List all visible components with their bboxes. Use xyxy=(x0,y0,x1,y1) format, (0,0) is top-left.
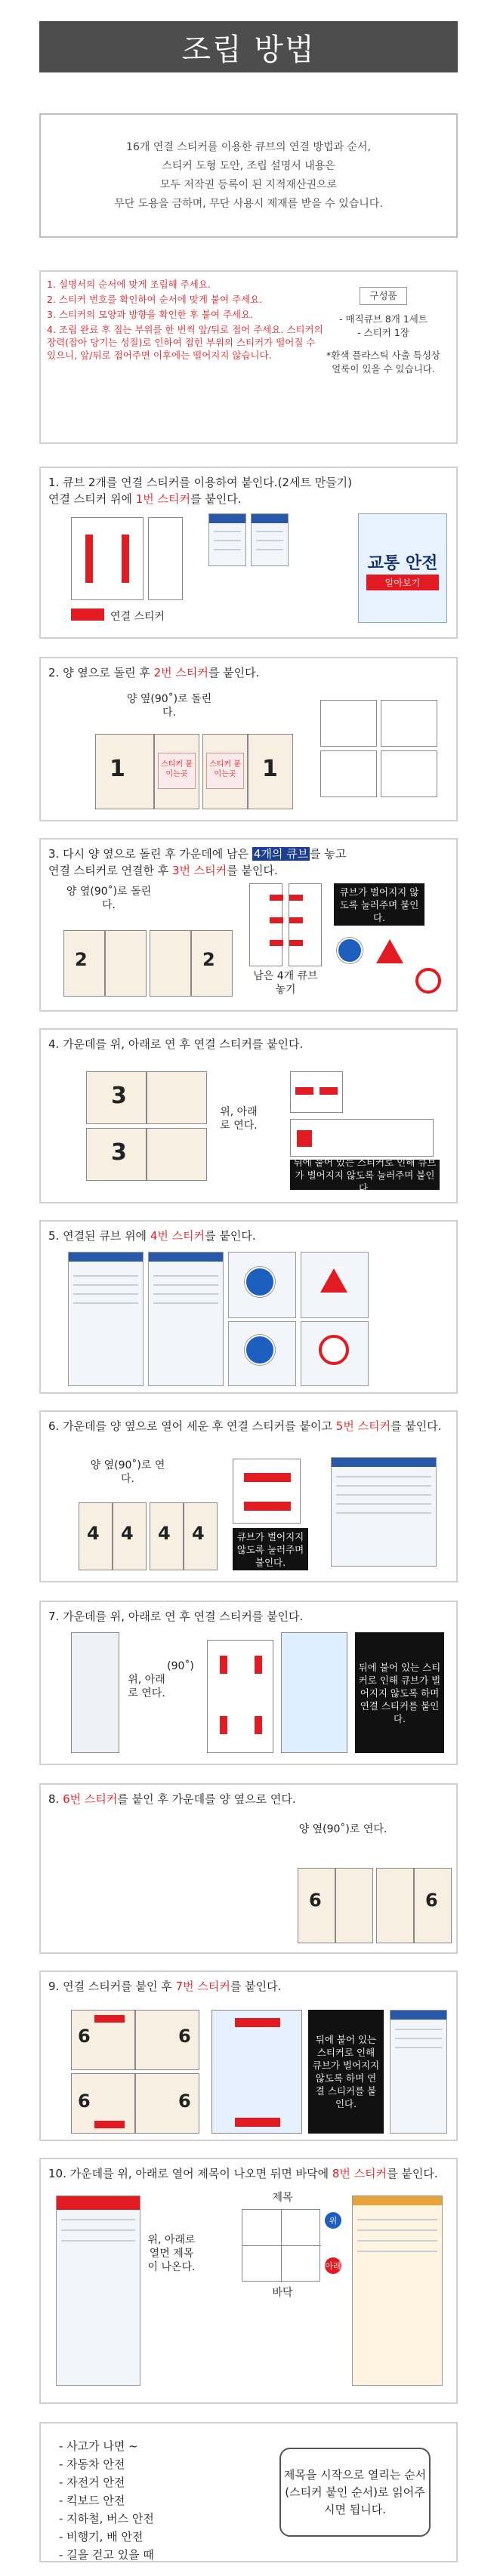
cube-panel: 6 xyxy=(414,1868,452,1943)
angle-label: (90˚) xyxy=(167,1660,194,1672)
step-text: 를 붙인다. xyxy=(390,1419,442,1433)
cube-panel xyxy=(290,1071,343,1113)
sticker-highlight: 5번 스티커 xyxy=(335,1419,391,1433)
cube-panel: 1 xyxy=(95,734,154,809)
cube-panel: 4 xyxy=(113,1502,147,1570)
sticker-spot: 스티커 붙이는곳 xyxy=(158,753,196,789)
sticker-highlight: 4번 스티커 xyxy=(150,1229,205,1243)
sticker-sheet xyxy=(331,1457,437,1567)
down-tag: 아래 xyxy=(325,2257,341,2274)
step-text: 연결 스티커 위에 xyxy=(48,492,136,506)
legend-label: 연결 스티커 xyxy=(110,611,165,623)
step-text: 5. 연결된 큐브 위에 xyxy=(48,1229,150,1243)
notice-line: 스티커 도형 도안, 조립 설명서 내용은 xyxy=(162,159,335,172)
sticker-preview xyxy=(381,750,437,797)
cube-panel xyxy=(147,1128,207,1181)
bicycle-sign-icon xyxy=(245,1335,275,1365)
note-item: 1. 설명서의 순서에 맞게 조립해 주세요. xyxy=(47,279,211,290)
step-5 xyxy=(39,1220,458,1394)
cube-panel: 2 xyxy=(63,930,105,997)
step-text: 연결 스티커로 연결한 후 xyxy=(48,864,172,877)
step-9-title xyxy=(48,1978,449,1995)
cube-panel xyxy=(150,930,191,997)
open-instruction: 위, 아래로 연다. xyxy=(220,1106,258,1132)
step-10-title xyxy=(48,2165,449,2182)
traffic-sign-icon xyxy=(337,938,363,963)
link-sticker xyxy=(122,535,129,583)
step-text: 3. 다시 양 옆으로 돌린 후 가운데에 남은 xyxy=(48,847,252,861)
sticker-highlight: 2번 스티커 xyxy=(153,666,208,679)
sticker-thumb xyxy=(251,513,289,566)
cube-panel xyxy=(154,734,199,809)
sticker-sheet xyxy=(352,2195,443,2386)
cube-panel xyxy=(211,2010,302,2134)
sticker-highlight: 6번 스티커 xyxy=(63,1792,118,1806)
cube-panel: 6 xyxy=(71,2073,135,2134)
cube-panel: 4 xyxy=(79,1502,113,1570)
note-item: 3. 스티커의 모양과 방향을 확인한 후 붙여 주세요. xyxy=(47,309,254,320)
step-text: 9. 연결 스티커를 붙인 후 xyxy=(48,1980,176,1993)
step-text: 를 붙인다. xyxy=(227,864,278,877)
rotate-instruction: 양 옆(90˚)로 돌린다. xyxy=(66,886,152,911)
step-2 xyxy=(39,657,458,821)
cube-panel: 6 xyxy=(298,1868,335,1943)
no-bicycle-sign-icon xyxy=(319,1335,349,1365)
cube-highlight: 4개의 큐브 xyxy=(253,847,309,861)
cube-panel: 4 xyxy=(184,1502,218,1570)
copyright-notice xyxy=(39,113,458,238)
list-item: - 자전거 안전 xyxy=(59,2476,125,2489)
list-item: - 사고가 나면 ~ xyxy=(59,2439,138,2453)
list-item: - 킥보드 안전 xyxy=(59,2494,125,2507)
step-text: 를 놓고 xyxy=(310,847,347,861)
poster-subtitle: 알아보기 xyxy=(366,575,439,590)
step-text: 를 붙인다. xyxy=(190,492,242,506)
step-10 xyxy=(39,2158,458,2404)
title-poster xyxy=(358,513,447,623)
step-1-title xyxy=(48,474,449,507)
step-7 xyxy=(39,1601,458,1765)
press-tip: 뒤에 붙어 있는 스티커로 인해 큐브가 벌어지지 않도록 하며 연결 스티커를 붙인다. xyxy=(308,2010,384,2134)
sticker-sheet xyxy=(148,1252,224,1386)
rotate-instruction: 양 옆(90˚)로 돌린다. xyxy=(126,693,212,719)
step-text: 10. 가운데를 위, 아래로 열어 제목이 나오면 뒤면 바닥에 xyxy=(48,2167,332,2180)
cube-panel xyxy=(202,734,248,809)
step-text: 6. 가운데를 양 옆으로 열어 세운 후 연결 스티커를 붙이고 xyxy=(48,1419,336,1433)
cube-panel xyxy=(71,1632,119,1753)
notice-line: 무단 도용을 금하며, 무단 사용시 제재를 받을 수 있습니다. xyxy=(114,197,383,210)
cube-stack xyxy=(289,883,322,966)
step-8 xyxy=(39,1783,458,1954)
open-instruction: 양 옆(90˚)로 연다. xyxy=(298,1823,387,1835)
link-sticker xyxy=(85,535,93,583)
step-text: 를 붙인다. xyxy=(387,2167,438,2180)
chapter-list xyxy=(59,2437,154,2564)
step-6 xyxy=(39,1410,458,1582)
note-item: 4. 조립 완료 후 접는 부위를 한 번씩 앞/뒤로 접어 주세요. 스티커의 장력(잡아 당기는 성질)로 인하여 접힌 부위의 스티커가 떨어질 수 있으니, 앞/뒤로 접어주면 이후에는 떨어지지 않습니다. xyxy=(47,324,323,361)
top-label: 제목 xyxy=(272,2192,293,2204)
sticker-spot: 스티커 붙이는곳 xyxy=(206,753,244,789)
cube-panel: 4 xyxy=(150,1502,184,1570)
kit-line: - 매직큐브 8개 1세트 xyxy=(339,313,428,325)
warning-sign-icon xyxy=(376,938,403,963)
reading-hint: 제목을 시작으로 열리는 순서 (스티커 붙인 순서)로 읽어주시면 됩니다. xyxy=(279,2448,431,2537)
notice-line: 16개 연결 스티커를 이용한 큐브의 연결 방법과 순서, xyxy=(126,140,371,153)
list-item: - 지하철, 버스 안전 xyxy=(59,2512,154,2525)
sticker-preview xyxy=(381,700,437,747)
crosswalk-sign-icon xyxy=(320,1267,347,1293)
cube-panel xyxy=(290,1119,434,1157)
open-instruction: 위, 아래로 연다. xyxy=(128,1674,165,1699)
open-instruction: 위, 아래로 열면 제목이 나온다. xyxy=(147,2234,196,2273)
sticker-highlight: 8번 스티커 xyxy=(332,2167,387,2180)
step-text: 를 붙인다. xyxy=(205,1229,256,1243)
notes-box xyxy=(39,270,458,444)
step-7-title: 7. 가운데를 위, 아래로 연 후 연결 스티커를 붙인다. xyxy=(48,1610,304,1623)
kit-label: 구성품 xyxy=(360,287,406,305)
open-instruction: 양 옆(90˚)로 연다. xyxy=(90,1459,165,1485)
cube-panel: 2 xyxy=(191,930,233,997)
sticker-highlight: 3번 스티커 xyxy=(171,864,227,877)
cube-panel xyxy=(71,517,144,600)
page-title: 조립 방법 xyxy=(39,21,458,72)
step-3-title xyxy=(48,846,449,879)
cube-panel: 1 xyxy=(248,734,293,809)
press-tip: 큐브가 벌어지지 않도록 눌러주며 붙인다. xyxy=(334,883,424,926)
step-5-title xyxy=(48,1228,449,1244)
cube-panel xyxy=(105,930,147,997)
kit-note: *환색 플라스틱 사출 특성상 얼룩이 있을 수 있습니다. xyxy=(326,350,440,374)
kit-contents xyxy=(321,287,446,376)
cube-panel: 6 xyxy=(71,2010,135,2070)
note-item: 2. 스티커 번호를 확인하여 순서에 맞게 붙여 주세요. xyxy=(47,294,263,305)
cube-panel xyxy=(281,1632,347,1753)
sticker-sheet xyxy=(390,2010,447,2134)
cube-panel xyxy=(147,1071,207,1124)
reading-order-box xyxy=(39,2422,458,2562)
sticker-highlight: 1번 스티커 xyxy=(135,492,191,506)
step-1 xyxy=(39,467,458,639)
press-tip: 뒤에 붙어 있는 스티커로 인해 큐브가 벌어지지 않도록 하며 연결 스티커를 붙인다. xyxy=(355,1632,444,1753)
poster-title: 교통 안전 xyxy=(367,554,438,573)
list-item: - 비행기, 배 안전 xyxy=(59,2530,144,2544)
step-4-title: 4. 가운데를 위, 아래로 연 후 연결 스티커를 붙인다. xyxy=(48,1037,304,1051)
sticker-sheet xyxy=(68,1252,144,1386)
sticker-preview xyxy=(320,700,377,747)
cube-panel xyxy=(335,1868,373,1943)
step-6-title xyxy=(48,1418,449,1434)
step-text: 를 붙인다. xyxy=(230,1980,282,1993)
cube-panel: 6 xyxy=(135,2073,199,2134)
step-3 xyxy=(39,838,458,1012)
list-item: - 자동차 안전 xyxy=(59,2457,125,2471)
place-instruction: 남은 4개 큐브 놓기 xyxy=(253,970,318,996)
assembly-notes xyxy=(47,278,326,364)
sticker-thumb xyxy=(208,513,246,566)
step-text: 1. 큐브 2개를 연결 스티커를 이용하여 붙인다.(2세트 만들기) xyxy=(48,476,353,489)
step-4 xyxy=(39,1028,458,1203)
pedestrian-sign-icon xyxy=(245,1267,275,1297)
press-tip: 뒤에 붙어 있는 스티커로 인해 큐브가 벌어지지 않도록 눌러주며 붙인다. xyxy=(290,1160,440,1190)
cube-panel: 3 xyxy=(86,1128,147,1181)
step-text: 를 붙인다. xyxy=(208,666,260,679)
sticker-preview xyxy=(320,750,377,797)
link-sticker-legend-icon xyxy=(71,609,104,621)
notice-line: 모두 저작권 등록이 된 지적재산권으로 xyxy=(159,178,338,191)
step-text: 8. xyxy=(48,1792,63,1806)
kit-line: - 스티커 1장 xyxy=(357,327,409,338)
no-entry-sign-icon xyxy=(415,968,441,994)
cube-panel: 6 xyxy=(135,2010,199,2070)
cube-stack xyxy=(249,883,282,966)
cube-panel xyxy=(207,1640,273,1753)
list-item: - 길을 걷고 있을 때 xyxy=(59,2548,154,2562)
up-tag: 위 xyxy=(325,2212,341,2229)
step-8-title xyxy=(48,1791,449,1807)
step-text: 를 붙인 후 가운데를 양 옆으로 연다. xyxy=(117,1792,296,1806)
sticker-highlight: 7번 스티커 xyxy=(175,1980,230,1993)
cube-panel: 3 xyxy=(86,1071,147,1124)
cube-panel xyxy=(376,1868,414,1943)
step-text: 2. 양 옆으로 돌린 후 xyxy=(48,666,154,679)
cube-panel xyxy=(233,1459,301,1524)
press-tip: 큐브가 벌어지지 않도록 눌러주며 붙인다. xyxy=(233,1528,308,1570)
step-9 xyxy=(39,1971,458,2141)
step-2-title xyxy=(48,664,449,681)
bottom-label: 바닥 xyxy=(272,2287,293,2299)
title-poster xyxy=(56,2195,140,2386)
cube-panel xyxy=(148,517,183,600)
cube-panel xyxy=(242,2209,320,2282)
